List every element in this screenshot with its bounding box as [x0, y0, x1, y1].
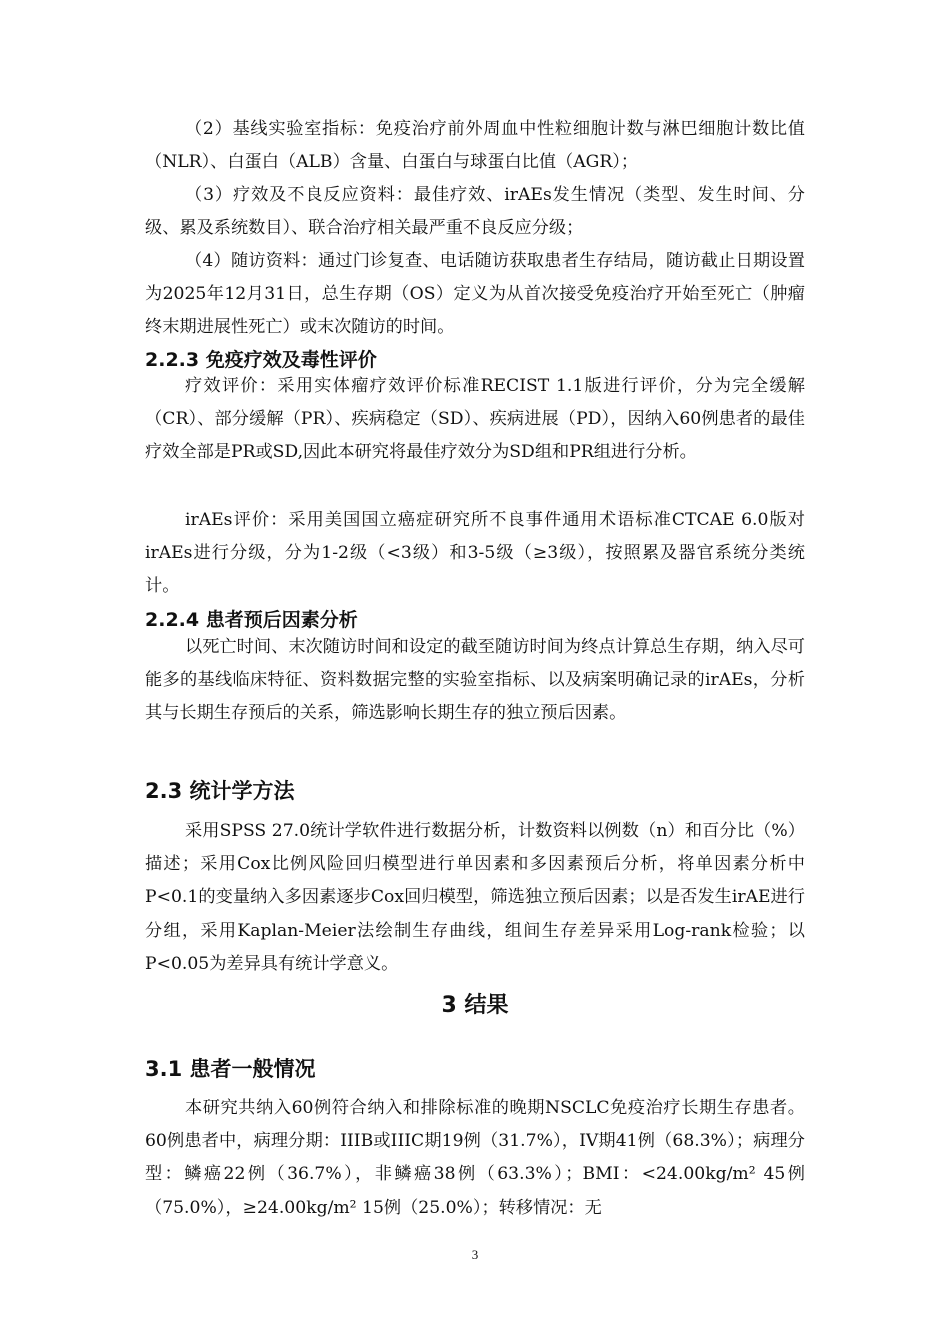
heading-2-2-3: 2.2.3 免疫疗效及毒性评价	[145, 349, 377, 371]
page-number: 3	[471, 1247, 479, 1262]
paragraph-baseline-lab: （2）基线实验室指标：免疫治疗前外周血中性粒细胞计数与淋巴细胞计数比值（NLR）、白蛋白（ALB）含量、白蛋白与球蛋白比值（AGR）；	[145, 119, 805, 173]
paragraph-prognosis-analysis: 以死亡时间、末次随访时间和设定的截至随访时间为终点计算总生存期，纳入尽可能多的基线临床特征、资料数据完整的实验室指标、以及病案明确记录的irAEs，分析其与长期生存预后的关系，筛选影响长期生存的独立预后因素。	[145, 637, 805, 724]
paragraph-statistics: 采用SPSS 27.0统计学软件进行数据分析，计数资料以例数（n）和百分比（%）描述；采用Cox比例风险回归模型进行单因素和多因素预后分析，将单因素分析中P<0.1的变量纳入多因素逐步Cox回归模型，筛选独立预后因素；以是否发生irAE进行分组，采用Kaplan-Meier法绘制生存曲线，组间生存差异采用Log-rank检验；以P<0.05为差异具有统计学意义。	[145, 821, 805, 974]
paragraph-follow-up: （4）随访资料：通过门诊复查、电话随访获取患者生存结局，随访截止日期设置为2025年12月31日，总生存期（OS）定义为从首次接受免疫治疗开始至死亡（肿瘤终末期进展性死亡）或末次随访的时间。	[145, 251, 805, 338]
heading-2-2-4: 2.2.4 患者预后因素分析	[145, 609, 358, 631]
heading-3-1: 3.1 患者一般情况	[145, 1057, 316, 1081]
heading-2-3: 2.3 统计学方法	[145, 779, 295, 803]
paragraph-efficacy-evaluation: 疗效评价：采用实体瘤疗效评价标准RECIST 1.1版进行评价，分为完全缓解（CR）、部分缓解（PR）、疾病稳定（SD）、疾病进展（PD），因纳入60例患者的最佳疗效全部是PR或SD,因此本研究将最佳疗效分为SD组和PR组进行分析。	[145, 376, 805, 463]
paragraph-irae-evaluation: irAEs评价：采用美国国立癌症研究所不良事件通用术语标准CTCAE 6.0版对irAEs进行分级，分为1-2级（<3级）和3-5级（≥3级），按照累及器官系统分类统计。	[145, 510, 805, 597]
paragraph-efficacy-adverse: （3）疗效及不良反应资料：最佳疗效、irAEs发生情况（类型、发生时间、分级、累及系统数目）、联合治疗相关最严重不良反应分级；	[145, 185, 805, 239]
heading-3-results: 3 结果	[441, 993, 509, 1018]
paragraph-general-info: 本研究共纳入60例符合纳入和排除标准的晚期NSCLC免疫治疗长期生存患者。60例患者中，病理分期：IIIB或IIIC期19例（31.7%），IV期41例（68.3%）；病理分型：鳞癌22例（36.7%），非鳞癌38例（63.3%）；BMI：<24.00kg/m² 45例（75.0%），≥24.00kg/m² 15例（25.0%）；转移情况：无	[145, 1098, 805, 1218]
